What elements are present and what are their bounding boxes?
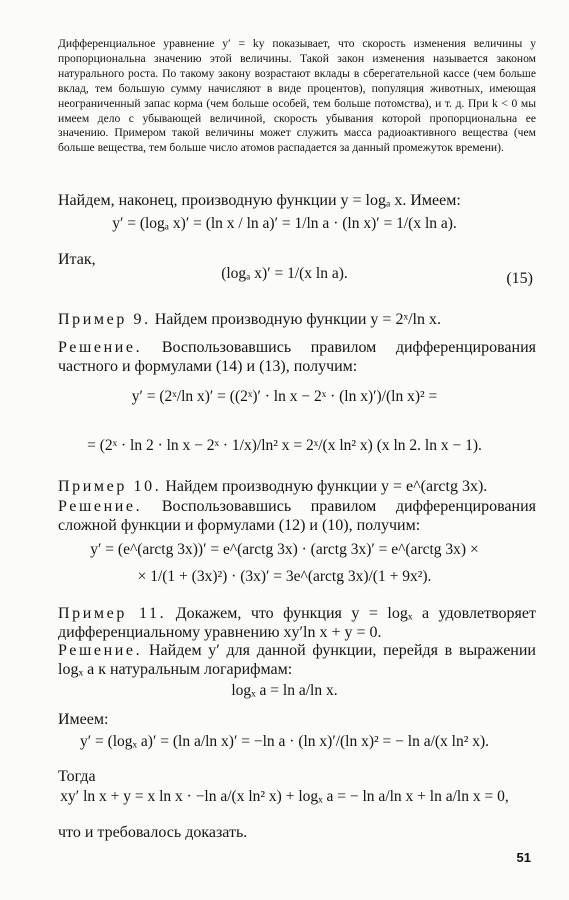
example-11-text: Докажем, что функция y = logₓ a удовлетворяет дифференциальному уравнению xy′ln x + y = 0. — [58, 605, 536, 641]
example-11 — [58, 604, 536, 642]
equation-example-10-line-1: y′ = (e^(arctg 3x))′ = e^(arctg 3x) · (arctg 3x)′ = e^(arctg 3x) × — [90, 541, 479, 558]
equation-15: (logₐ x)′ = 1/(x ln a). — [221, 265, 348, 282]
intro-paragraph: Дифференциальное уравнение y′ = ky показывает, что скорость изменения величины y пропорциональна значению этой величины. Такой закон изменения называется законом натурального роста. По такому закону возрастают вклады в сберегательной кассе (чем больше вклад, тем большую сумму начисляют в виде процентов), популяция животных, имеющая неограниченный запас корма (чем больше особей, тем больше потомства), и т. д. При k < 0 мы имеем дело с убывающей величиной, скорость убывания которой пропорциональна ее значению. Примером такой величины может служить масса радиоактивного вещества (чем больше вещества, тем больше число атомов распадается за данный промежуток времени). — [58, 37, 536, 155]
example-9 — [58, 310, 536, 329]
solution-10-label: Решение. — [58, 498, 143, 515]
equation-log-derivative: y′ = (logₐ x)′ = (ln x / ln a)′ = 1/ln a · (ln x)′ = 1/(x ln a). — [112, 215, 457, 232]
solution-10-text: Воспользовавшись правилом дифференцирования сложной функции и формулами (12) и (10), получим: — [58, 498, 536, 534]
example-11-label: Пример 11. — [58, 605, 167, 622]
solution-11 — [58, 641, 536, 679]
equation-example-11-3: xy′ ln x + y = x ln x · −ln a/(x ln² x) + logₓ a = − ln a/ln x + ln a/ln x = 0, — [60, 788, 509, 805]
page-number: 51 — [516, 850, 531, 865]
solution-9-text: Воспользовавшись правилом дифференцирования частного и формулами (14) и (13), получим: — [58, 339, 536, 375]
final-text: что и требовалось доказать. — [58, 824, 248, 841]
example-10 — [58, 477, 536, 496]
equation-example-11-2: y′ = (logₓ a)′ = (ln a/ln x)′ = −ln a · (ln x)′/(ln x)² = − ln a/(x ln² x). — [79, 733, 490, 750]
word-then: Тогда — [58, 768, 96, 785]
example-9-label: Пример 9. — [58, 311, 151, 328]
solution-9 — [58, 338, 536, 376]
solution-9-label: Решение. — [58, 339, 143, 356]
equation-example-9-line-1: y′ = (2ˣ/ln x)′ = ((2ˣ)′ · ln x − 2ˣ · (ln x)′)/(ln x)² = — [131, 388, 438, 405]
example-9-text: Найдем производную функции y = 2ˣ/ln x. — [154, 311, 441, 328]
equation-example-11-1: logₓ a = ln a/ln x. — [231, 682, 338, 699]
example-10-label: Пример 10. — [58, 478, 162, 495]
example-10-text: Найдем производную функции y = e^(arctg 3x). — [165, 478, 488, 495]
equation-example-9-line-2: = (2ˣ · ln 2 · ln x − 2ˣ · 1/x)/ln² x = 2ˣ/(x ln² x) (x ln 2. ln x − 1). — [87, 437, 482, 454]
solution-10 — [58, 497, 536, 535]
paragraph-finally: Найдем, наконец, производную функции y = logₐ x. Имеем: — [58, 192, 461, 209]
solution-11-label: Решение. — [58, 642, 143, 659]
solution-11-text: Найдем y′ для данной функции, перейдя в выражении logₓ a к натуральным логарифмам: — [58, 642, 536, 678]
equation-example-10-line-2: × 1/(1 + (3x)²) · (3x)′ = 3e^(arctg 3x)/(1 + 9x²). — [137, 568, 432, 585]
word-thus: Итак, — [58, 251, 96, 268]
word-we-have: Имеем: — [58, 711, 109, 728]
equation-number-15: (15) — [506, 270, 533, 287]
